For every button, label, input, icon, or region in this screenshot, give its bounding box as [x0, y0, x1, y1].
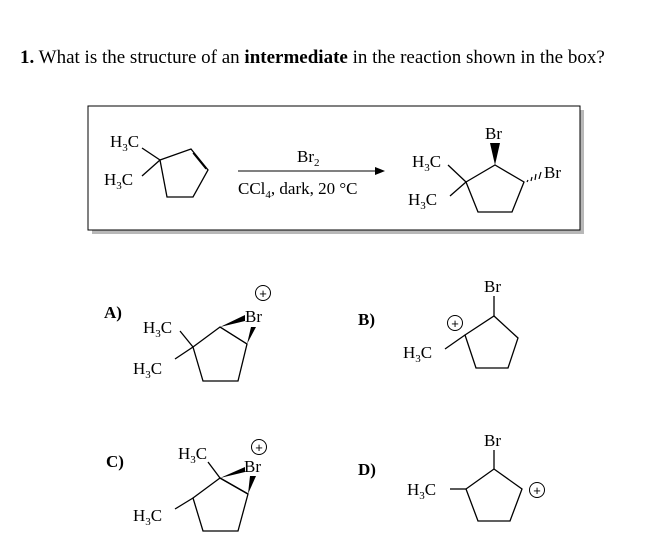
option-b-label[interactable]: B): [358, 310, 375, 329]
option-a-wedge-1: [220, 315, 245, 327]
product-methyl-bottom: $H_3C$: [408, 190, 438, 212]
conditions-label: CCl$_4$, dark, 20 °C: [238, 179, 358, 201]
reactant-methyl-top: $H_3C$: [110, 132, 140, 154]
option-b-plus: +: [451, 316, 459, 331]
option-a-wedge-2: [247, 327, 256, 344]
option-c-label[interactable]: C): [106, 452, 124, 471]
option-d-methyl: $H_3C$: [407, 480, 437, 502]
question-number: 1.: [20, 47, 35, 68]
option-c-br: Br: [244, 457, 261, 476]
option-a-structure[interactable]: [175, 327, 247, 381]
option-a-methyl-bottom: $H_3C$: [133, 359, 163, 381]
option-c-methyl-bottom: $H_3C$: [133, 506, 163, 528]
option-d-label[interactable]: D): [358, 460, 376, 479]
option-a-br: Br: [245, 307, 262, 326]
option-a-plus: +: [259, 286, 267, 301]
option-c-wedge-1: [220, 467, 245, 478]
reagent-label: $Br_2$: [297, 147, 320, 169]
question-emphasis: intermediate: [244, 47, 348, 68]
option-b-br: Br: [484, 277, 501, 296]
option-a-methyl-top: $H_3C$: [143, 318, 173, 340]
option-c-wedge-2: [248, 476, 256, 494]
option-d-plus: +: [533, 483, 541, 498]
option-c-methyl-top: $H_3C$: [178, 444, 208, 466]
product-methyl-top: $H_3C$: [412, 152, 442, 174]
product-br-right: Br: [544, 163, 561, 182]
product-br-top: Br: [485, 124, 502, 143]
question-prefix: What is the structure of an: [34, 47, 245, 68]
option-d-structure[interactable]: [450, 450, 522, 521]
option-b-methyl: $H_3C$: [403, 343, 433, 365]
option-c-plus: +: [255, 440, 263, 455]
question-suffix: in the reaction shown in the box?: [347, 47, 605, 68]
option-a-label[interactable]: A): [104, 303, 122, 322]
option-b-structure[interactable]: [445, 296, 518, 368]
reactant-methyl-bottom: $H_3C$: [104, 170, 134, 192]
option-d-br: Br: [484, 431, 501, 450]
